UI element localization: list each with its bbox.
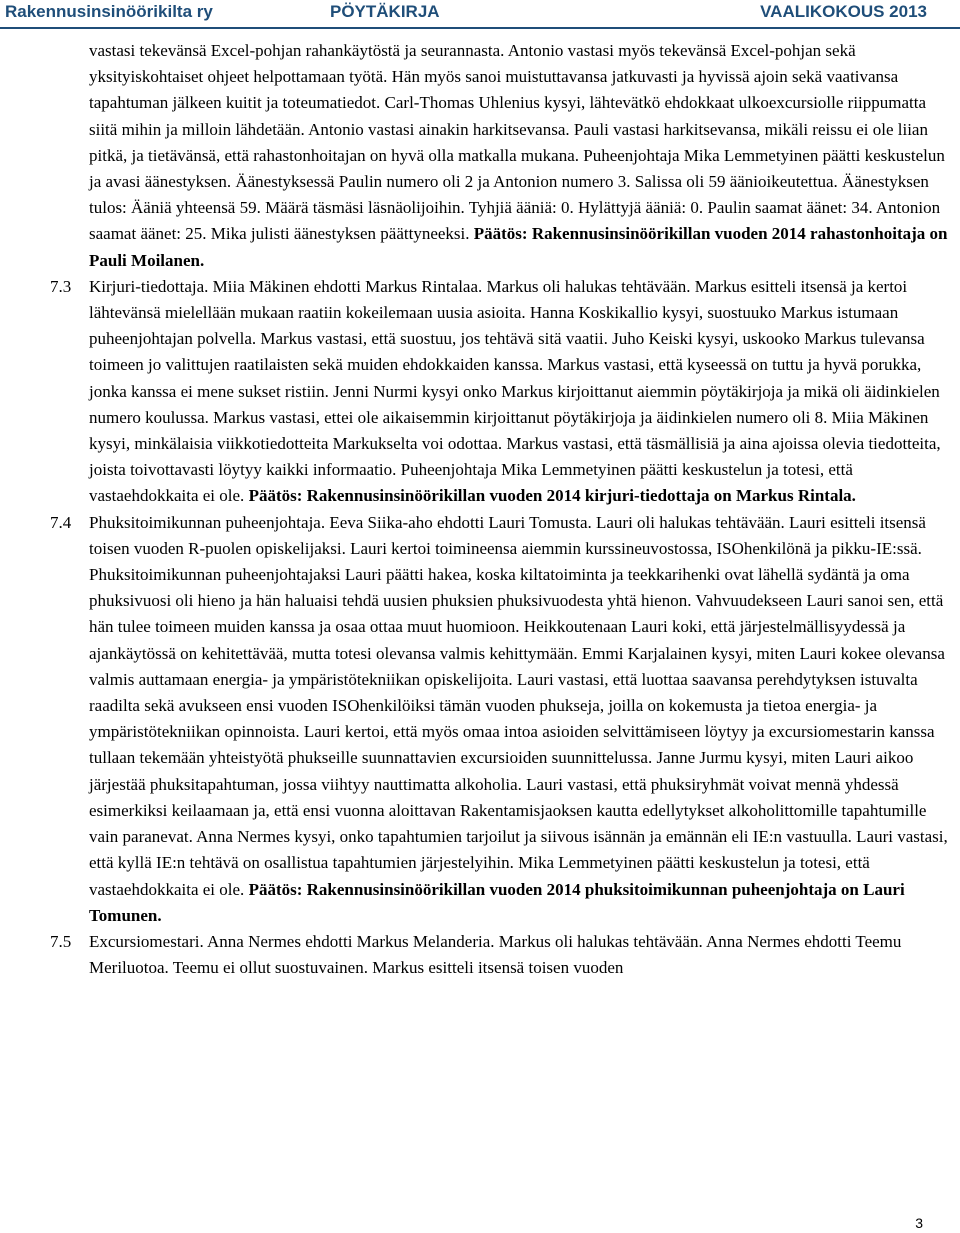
continuation-decision: Päätös: Rakennusinsinöörikillan vuoden 2014 rahastonhoitaja on Pauli Moilanen. — [89, 224, 948, 270]
header-meeting-name: VAALIKOKOUS 2013 — [760, 2, 927, 21]
agenda-item-text: Phuksitoimikunnan puheenjohtaja. Eeva Siika-aho ehdotti Lauri Tomusta. Lauri oli halukas tehtävään. Lauri esitteli itsensä toisen vuoden R-puolen opiskelijaksi. Lauri kertoi toimineensa aiemmin kurssineuvostossa, ISOhenkilönä ja pikku-IE:ssä. Phuksitoimikunnan puheenjohtajaksi Lauri päätti hakea, koska kiltatoiminta ja teekkarihenki ovat lähellä sydäntä ja oma phuksivuosi oli hieno ja hän haluaisi tehdä uusien phuksien phuksivuodesta yhtä hienon. Vahvuudekseen Lauri sanoi sen, että hän tulee toimeen muiden kanssa ja osaa ottaa muut huomioon. Heikkoutenaan Lauri koki, että järjestelmällisyydessä ja ajankäytössä on kehitettävää, mutta totesi olevansa valmis kehittymään. Emmi Karjalainen kysyi, miten Lauri kokee olevansa valmis auttamaan energia- ja ympäristötekniikan opiskelijoita. Lauri vastasi, että luottaa saavansa perehdytyksen istuvalta raadilta sekä avukseen ensi vuoden ISOhenkilöiksi tämän vuoden phukseja, joilla on kokemusta ja tietoa energia- ja ympäristötekniikan opinnoista. Lauri kertoi, että myös omaa intoa asioiden selvittämiseen löytyy ja excursiomestarin kanssa tullaan tekemään yhteistyötä phukseille suunnattavien excursioiden suunnittelussa. Janne Jurmu kysyi, miten Lauri aikoo järjestää phuksitapahtuman, jossa viihtyy nauttimatta alkoholia. Lauri vastasi, että phuksiryhmät voivat mennä yhdessä esimerkiksi keilaamaan ja, että ensi vuonna aloittavan Rakentamisjaoksen kautta edellytykset alkoholittomille tapahtumille vain paranevat. Anna Nermes kysyi, onko tapahtumien tarjoilut ja siivous isännän ja emännän eli IE:n vastuulla. Lauri vastasi, että kyllä IE:n tehtävä on osallistua tapahtumien järjestelyihin. Mika Lemmetyinen päätti keskustelun ja totesi, että vastaehdokkaita ei ole. — [89, 512, 948, 899]
agenda-item-text: Excursiomestari. Anna Nermes ehdotti Markus Melanderia. Markus oli halukas tehtävään. Anna Nermes ehdotti Teemu Meriluotoa. Teemu ei ollut suostuvainen. Markus esitteli itsensä toisen vuoden — [89, 931, 902, 978]
agenda-item-7-4 — [50, 510, 949, 929]
agenda-item-decision: Päätös: Rakennusinsinöörikillan vuoden 2014 phuksitoimikunnan puheenjohtaja on Lauri Tomunen. — [89, 879, 905, 925]
agenda-item-number: 7.3 — [50, 276, 72, 296]
agenda-item-text: Kirjuri-tiedottaja. Miia Mäkinen ehdotti Markus Rintalaa. Markus oli halukas tehtävään. Markus esitteli itsensä ja kertoi lähtevänsä mielellään mukaan raatiin kokeilemaan uusia asioita. Hanna Koskikallio kysyi, suostuuko Markus istumaan puheenjohtajan polvella. Markus vastasi, että suostuu, jos tehtävä sitä vaatii. Juho Keiski kysyi, uskooko Markus tulevansa toimeen jo valittujen raatilaisten sekä muiden ehdokkaiden kanssa. Markus vastasi, että kyseessä on tuttu ja hyvä porukka, jonka kanssa ei mene sukset ristiin. Jenni Nurmi kysyi onko Markus kirjoittanut aiemmin pöytäkirjoja ja mikä oli äidinkielen numero koulussa. Markus vastasi, ettei ole aikaisemmin kirjoittanut pöytäkirjoja ja äidinkielen numero oli 8. Miia Mäkinen kysyi, minkälaisia viikkotiedotteita Markukselta voi odottaa. Markus vastasi, että täsmällisiä ja aina ajoissa olevia tiedotteita, joista toivottavasti löytyy kaikki informaatio. Puheenjohtaja Mika Lemmetyinen päätti keskustelun ja totesi, että vastaehdokkaita ei ole. — [89, 276, 941, 506]
minutes-body — [50, 38, 949, 981]
page-header — [0, 0, 960, 30]
page-number: 3 — [915, 1215, 923, 1231]
header-divider — [0, 27, 960, 29]
agenda-item-7-5 — [50, 929, 949, 981]
continuation-text: vastasi tekevänsä Excel-pohjan rahankäytöstä ja seurannasta. Antonio vastasi myös tekevänsä Excel-pohjan sekä yksityiskohtaiset ohjeet helpottamaan työtä. Hän myös sanoi muistuttavansa jatkuvasti ja hyvissä ajoin sekä vaativansa tapahtuman jälkeen kuitit ja toteumatiedot. Carl-Thomas Uhlenius kysyi, lähtevätkö ehdokkaat ulkoexcursiolle riippumatta siitä mihin ja milloin lähdetään. Antonio vastasi ainakin harkitsevansa. Pauli vastasi harkitsevansa, mikäli reissu ei ole liian pitkä, ja tietävänsä, että rahastonhoitajan on hyvä olla matkalla mukana. Puheenjohtaja Mika Lemmetyinen päätti keskustelun ja avasi äänestyksen. Äänestyksessä Paulin numero oli 2 ja Antonion numero 3. Salissa oli 59 äänioikeutettua. Äänestyksen tulos: Ääniä yhteensä 59. Määrä täsmäsi läsnäolijoihin. Tyhjiä ääniä: 0. Hylättyjä ääniä: 0. Paulin saamat äänet: 34. Antonion saamat äänet: 25. Mika julisti äänestyksen päättyneeksi. — [89, 41, 945, 244]
header-organization: Rakennusinsinöörikilta ry — [5, 2, 213, 21]
agenda-item-decision: Päätös: Rakennusinsinöörikillan vuoden 2014 kirjuri-tiedottaja on Markus Rintala. — [248, 486, 856, 506]
continuation-paragraph — [89, 38, 949, 274]
agenda-item-number: 7.5 — [50, 931, 72, 951]
header-document-type: PÖYTÄKIRJA — [330, 2, 440, 21]
agenda-item-number: 7.4 — [50, 512, 72, 532]
agenda-item-7-3 — [50, 274, 949, 510]
